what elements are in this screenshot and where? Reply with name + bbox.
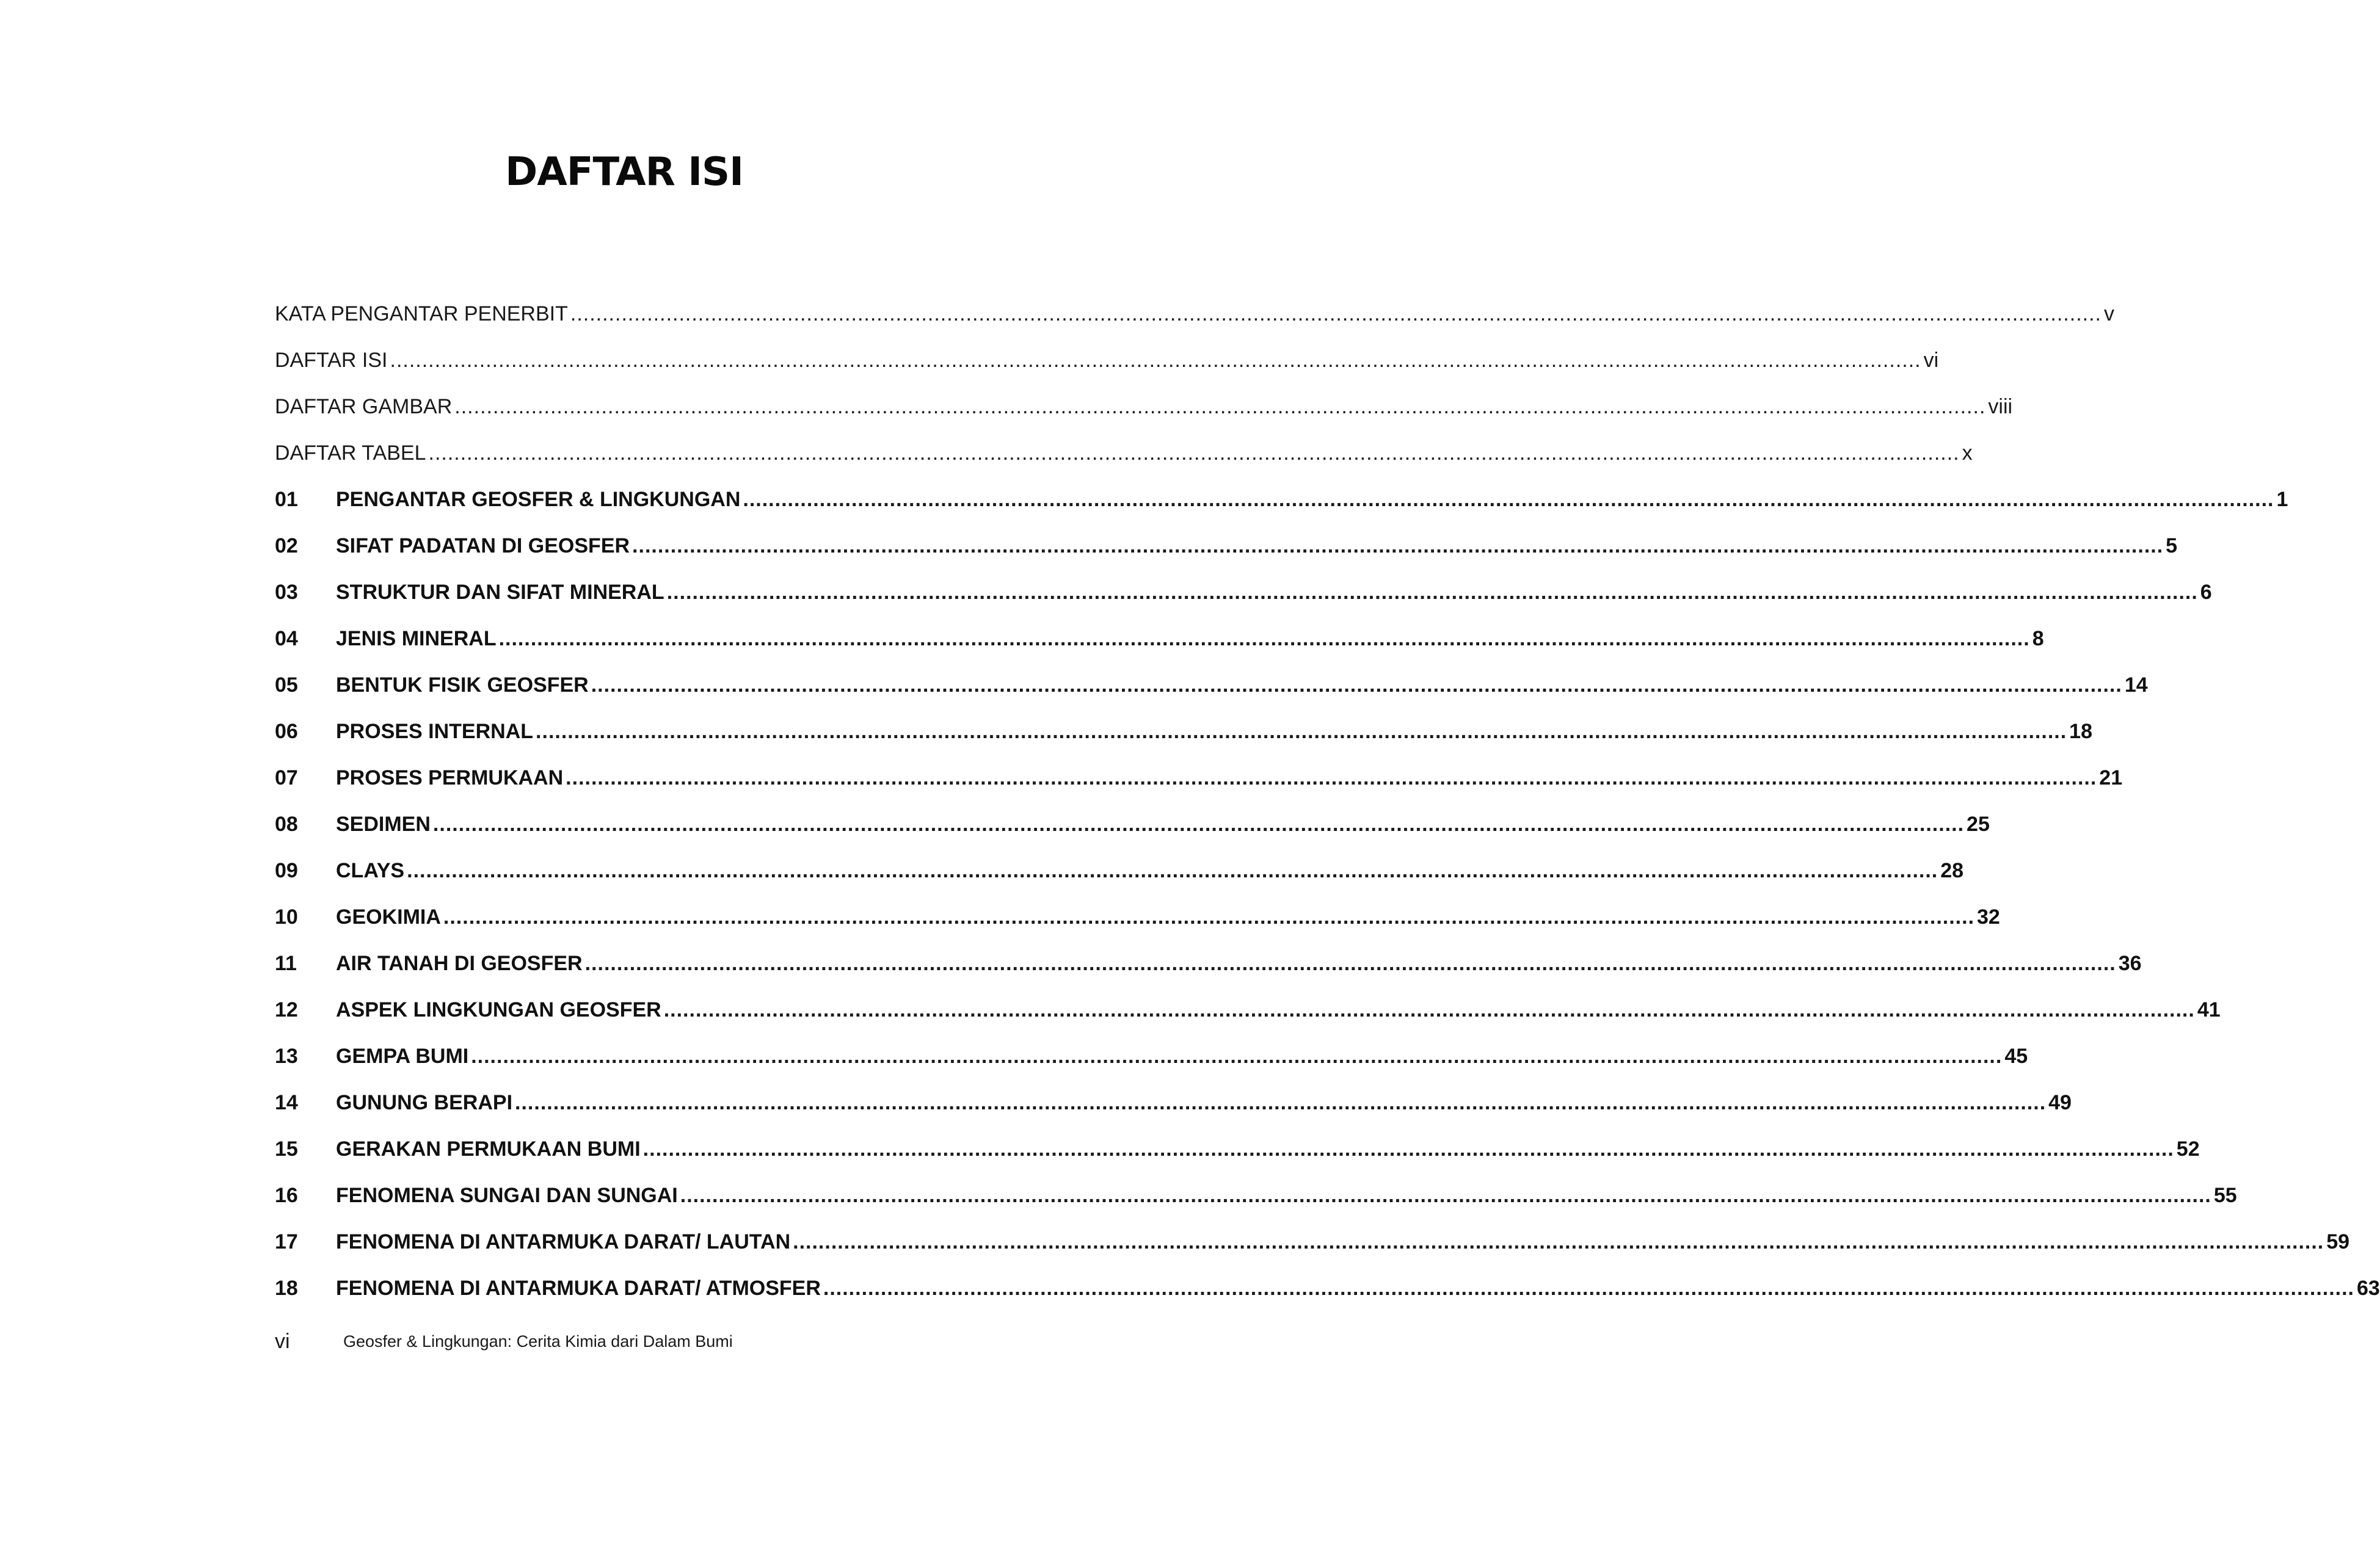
chapter-number: 13: [275, 1044, 298, 1068]
chapter-page: 63: [2357, 1276, 2380, 1300]
toc-entry-daftar-isi[interactable]: [275, 337, 1939, 383]
chapter-number: 10: [275, 905, 298, 929]
chapter-title: FENOMENA DI ANTARMUKA DARAT/ LAUTAN: [336, 1230, 791, 1253]
toc-chapter-13[interactable]: [275, 1033, 2028, 1079]
toc-entry-daftar-gambar[interactable]: [275, 383, 2013, 430]
toc-entry-kata-pengantar[interactable]: [275, 291, 2114, 337]
dot-leader: ................................................................................................................................................................................................................................................: [663, 998, 2195, 1021]
toc-chapter-15[interactable]: [275, 1126, 2200, 1172]
chapter-page: 28: [1940, 858, 1964, 882]
page-title: DAFTAR ISI: [505, 150, 743, 195]
chapter-number: 02: [275, 534, 298, 557]
toc-chapter-07[interactable]: [275, 755, 2123, 801]
toc-chapter-17[interactable]: [275, 1219, 2350, 1265]
dot-leader: ................................................................................................................................................................................................................................................: [793, 1230, 2324, 1253]
dot-leader: ................................................................................................................................................................................................................................................: [471, 1044, 2003, 1068]
dot-leader: ................................................................................................................................................................................................................................................: [428, 441, 1960, 465]
dot-leader: ................................................................................................................................................................................................................................................: [454, 394, 1986, 418]
dot-leader: ................................................................................................................................................................................................................................................: [566, 766, 2097, 789]
chapter-title: FENOMENA SUNGAI DAN SUNGAI: [336, 1183, 678, 1207]
chapter-page: 14: [2124, 673, 2148, 697]
chapter-page: 45: [2004, 1044, 2028, 1068]
chapter-page: 49: [2048, 1090, 2072, 1114]
toc-entry-page: viii: [1988, 394, 2013, 418]
toc-chapter-01[interactable]: [275, 476, 2288, 523]
toc-chapter-03[interactable]: [275, 569, 2212, 615]
toc-entry-label: DAFTAR TABEL: [275, 441, 426, 465]
chapter-number: 08: [275, 812, 298, 836]
toc-chapter-02[interactable]: [275, 523, 2178, 569]
page-footer: [275, 1330, 982, 1354]
chapter-title: AIR TANAH DI GEOSFER: [336, 951, 583, 975]
chapter-page: 59: [2326, 1230, 2350, 1253]
chapter-number: 15: [275, 1137, 298, 1161]
dot-leader: ................................................................................................................................................................................................................................................: [591, 673, 2122, 697]
dot-leader: ................................................................................................................................................................................................................................................: [632, 534, 2164, 557]
chapter-title: PROSES PERMUKAAN: [336, 766, 564, 789]
chapter-number: 17: [275, 1230, 298, 1253]
page-number: vi: [275, 1330, 290, 1353]
chapter-page: 21: [2099, 766, 2123, 789]
chapter-number: 18: [275, 1276, 298, 1300]
dot-leader: ................................................................................................................................................................................................................................................: [443, 905, 1975, 929]
dot-leader: ................................................................................................................................................................................................................................................: [432, 812, 1965, 836]
toc-chapter-11[interactable]: [275, 940, 2142, 987]
chapter-number: 03: [275, 580, 298, 604]
chapter-page: 32: [1977, 905, 2000, 929]
dot-leader: ................................................................................................................................................................................................................................................: [642, 1137, 2174, 1161]
toc-entry-page: vi: [1923, 348, 1939, 372]
dot-leader: ................................................................................................................................................................................................................................................: [536, 719, 2067, 743]
chapter-title: SIFAT PADATAN DI GEOSFER: [336, 534, 630, 557]
toc-chapter-14[interactable]: [275, 1079, 2072, 1126]
dot-leader: ................................................................................................................................................................................................................................................: [407, 858, 1938, 882]
dot-leader: ................................................................................................................................................................................................................................................: [666, 580, 2198, 604]
chapter-number: 07: [275, 766, 298, 789]
toc-chapter-05[interactable]: [275, 662, 2148, 708]
dot-leader: ................................................................................................................................................................................................................................................: [390, 348, 1921, 372]
toc-entry-daftar-tabel[interactable]: [275, 430, 1973, 476]
chapter-title: SEDIMEN: [336, 812, 431, 836]
chapter-title: PENGANTAR GEOSFER & LINGKUNGAN: [336, 487, 741, 511]
chapter-page: 36: [2118, 951, 2142, 975]
chapter-number: 14: [275, 1090, 298, 1114]
chapter-page: 52: [2176, 1137, 2200, 1161]
dot-leader: ................................................................................................................................................................................................................................................: [584, 951, 2116, 975]
chapter-title: GERAKAN PERMUKAAN BUMI: [336, 1137, 641, 1161]
chapter-number: 05: [275, 673, 298, 697]
chapter-page: 5: [2166, 534, 2178, 557]
chapter-number: 11: [275, 951, 297, 975]
toc-chapter-06[interactable]: [275, 708, 2092, 755]
chapter-page: 25: [1967, 812, 1990, 836]
chapter-title: GEOKIMIA: [336, 905, 441, 929]
chapter-title: PROSES INTERNAL: [336, 719, 534, 743]
toc-chapter-18[interactable]: [275, 1265, 2380, 1311]
toc-entry-label: DAFTAR ISI: [275, 348, 388, 372]
toc-chapter-04[interactable]: [275, 615, 2044, 662]
chapter-title: GEMPA BUMI: [336, 1044, 469, 1068]
chapter-page: 55: [2213, 1183, 2237, 1207]
chapter-number: 04: [275, 626, 298, 650]
toc-chapter-12[interactable]: [275, 987, 2221, 1033]
toc-chapter-10[interactable]: [275, 894, 2000, 940]
chapter-page: 41: [2197, 998, 2221, 1021]
chapter-page: 18: [2069, 719, 2092, 743]
chapter-page: 1: [2276, 487, 2288, 511]
toc-entry-page: v: [2103, 302, 2114, 325]
chapter-number: 16: [275, 1183, 298, 1207]
dot-leader: ................................................................................................................................................................................................................................................: [570, 302, 2102, 325]
toc-chapter-08[interactable]: [275, 801, 1990, 847]
dot-leader: ................................................................................................................................................................................................................................................: [498, 626, 2030, 650]
dot-leader: ................................................................................................................................................................................................................................................: [823, 1276, 2354, 1300]
toc-chapter-16[interactable]: [275, 1172, 2237, 1219]
chapter-page: 8: [2032, 626, 2044, 650]
dot-leader: ................................................................................................................................................................................................................................................: [515, 1090, 2047, 1114]
chapter-title: BENTUK FISIK GEOSFER: [336, 673, 589, 697]
toc-entry-label: KATA PENGANTAR PENERBIT: [275, 302, 568, 325]
dot-leader: ................................................................................................................................................................................................................................................: [743, 487, 2274, 511]
chapter-title: GUNUNG BERAPI: [336, 1090, 513, 1114]
chapter-title: CLAYS: [336, 858, 405, 882]
running-title: Geosfer & Lingkungan: Cerita Kimia dari Dalam Bumi: [343, 1332, 733, 1351]
dot-leader: ................................................................................................................................................................................................................................................: [680, 1183, 2211, 1207]
chapter-title: ASPEK LINGKUNGAN GEOSFER: [336, 998, 661, 1021]
chapter-title: JENIS MINERAL: [336, 626, 497, 650]
chapter-page: 6: [2200, 580, 2212, 604]
chapter-number: 01: [275, 487, 298, 511]
table-of-contents: [275, 291, 2380, 1311]
toc-entry-page: x: [1962, 441, 1973, 465]
chapter-number: 09: [275, 858, 298, 882]
toc-entry-label: DAFTAR GAMBAR: [275, 394, 453, 418]
chapter-title: FENOMENA DI ANTARMUKA DARAT/ ATMOSFER: [336, 1276, 821, 1300]
chapter-title: STRUKTUR DAN SIFAT MINERAL: [336, 580, 664, 604]
chapter-number: 12: [275, 998, 298, 1021]
chapter-number: 06: [275, 719, 298, 743]
toc-chapter-09[interactable]: [275, 847, 1964, 894]
